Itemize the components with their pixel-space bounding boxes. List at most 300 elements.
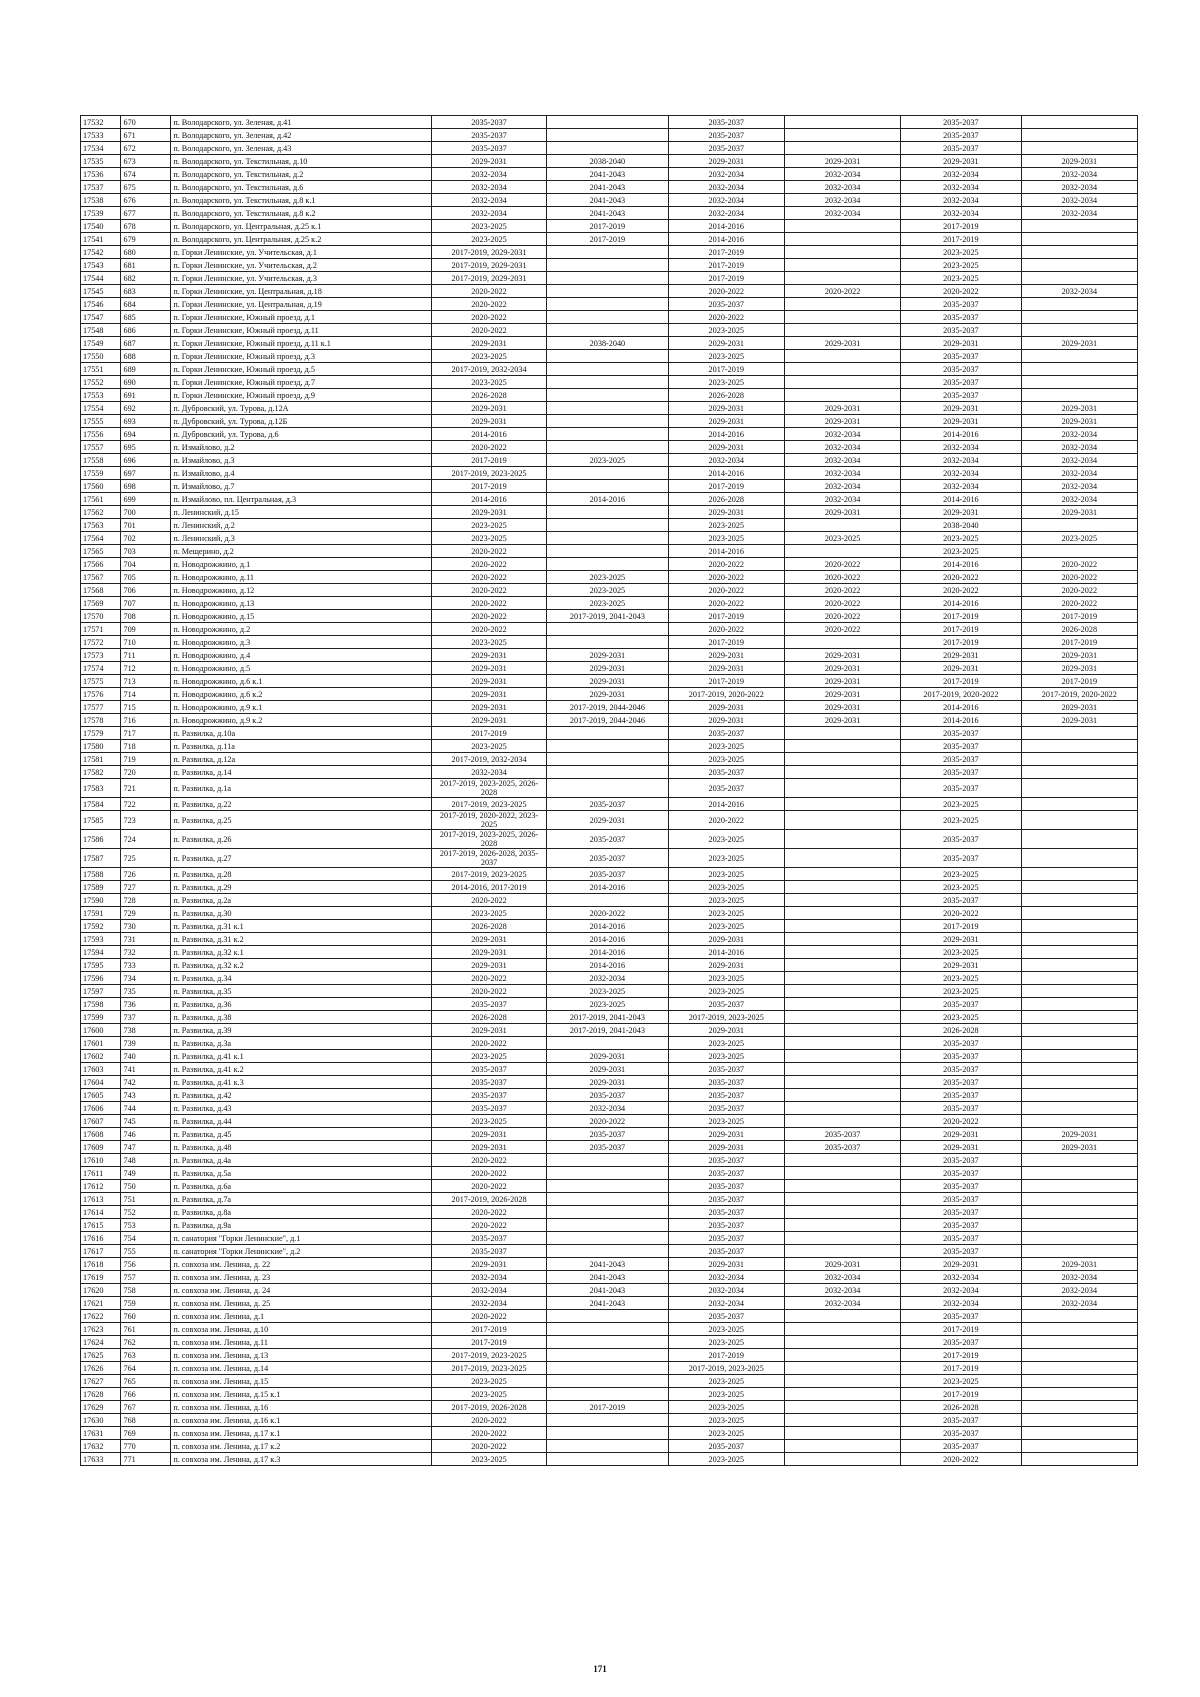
period-col-6 xyxy=(1021,1063,1137,1076)
period-col-5: 2035-2037 xyxy=(901,1232,1021,1245)
period-col-2 xyxy=(547,428,668,441)
period-col-2: 2035-2037 xyxy=(547,830,668,849)
table-row xyxy=(81,894,1138,907)
period-col-6 xyxy=(1021,1336,1137,1349)
item-number-cell: 762 xyxy=(121,1336,171,1349)
table-row xyxy=(81,1349,1138,1362)
period-col-3: 2029-2031 xyxy=(668,1258,784,1271)
period-col-5: 2035-2037 xyxy=(901,1206,1021,1219)
table-row xyxy=(81,1427,1138,1440)
table-row xyxy=(81,1245,1138,1258)
table-row xyxy=(81,142,1138,155)
period-col-3: 2029-2031 xyxy=(668,649,784,662)
period-col-3: 2017-2019 xyxy=(668,246,784,259)
record-id-cell: 17585 xyxy=(81,811,121,830)
record-id-cell: 17575 xyxy=(81,675,121,688)
record-id-cell: 17622 xyxy=(81,1310,121,1323)
period-col-6 xyxy=(1021,1362,1137,1375)
record-id-cell: 17536 xyxy=(81,168,121,181)
table-row xyxy=(81,1167,1138,1180)
item-number-cell: 670 xyxy=(121,116,171,129)
record-id-cell: 17601 xyxy=(81,1037,121,1050)
address-cell: п. Развилка, д.4а xyxy=(171,1154,432,1167)
period-col-3: 2014-2016 xyxy=(668,233,784,246)
address-cell: п. Развилка, д.14 xyxy=(171,766,432,779)
period-col-2: 2029-2031 xyxy=(547,811,668,830)
table-row xyxy=(81,324,1138,337)
record-id-cell: 17555 xyxy=(81,415,121,428)
item-number-cell: 763 xyxy=(121,1349,171,1362)
period-col-5: 2032-2034 xyxy=(901,480,1021,493)
period-col-5: 2035-2037 xyxy=(901,1336,1021,1349)
item-number-cell: 761 xyxy=(121,1323,171,1336)
period-col-5: 2035-2037 xyxy=(901,1050,1021,1063)
item-number-cell: 743 xyxy=(121,1089,171,1102)
period-col-2 xyxy=(547,740,668,753)
record-id-cell: 17544 xyxy=(81,272,121,285)
record-id-cell: 17582 xyxy=(81,766,121,779)
period-col-4 xyxy=(784,220,900,233)
period-col-3: 2029-2031 xyxy=(668,959,784,972)
record-id-cell: 17626 xyxy=(81,1362,121,1375)
period-col-5: 2035-2037 xyxy=(901,849,1021,868)
period-col-1: 2017-2019 xyxy=(431,1323,546,1336)
period-col-6 xyxy=(1021,220,1137,233)
period-col-3: 2017-2019 xyxy=(668,480,784,493)
record-id-cell: 17611 xyxy=(81,1167,121,1180)
period-col-6 xyxy=(1021,389,1137,402)
address-cell: п. Развилка, д.35 xyxy=(171,985,432,998)
period-col-1: 2020-2022 xyxy=(431,894,546,907)
period-col-4: 2032-2034 xyxy=(784,1297,900,1310)
period-col-2: 2029-2031 xyxy=(547,649,668,662)
table-row xyxy=(81,675,1138,688)
period-col-6 xyxy=(1021,233,1137,246)
period-col-5: 2035-2037 xyxy=(901,1089,1021,1102)
period-col-1: 2020-2022 xyxy=(431,571,546,584)
period-col-2 xyxy=(547,727,668,740)
period-col-5: 2017-2019 xyxy=(901,1388,1021,1401)
period-col-4: 2029-2031 xyxy=(784,714,900,727)
period-col-5: 2017-2019 xyxy=(901,675,1021,688)
record-id-cell: 17581 xyxy=(81,753,121,766)
record-id-cell: 17609 xyxy=(81,1141,121,1154)
record-id-cell: 17590 xyxy=(81,894,121,907)
period-col-1: 2020-2022 xyxy=(431,545,546,558)
period-col-3: 2014-2016 xyxy=(668,798,784,811)
period-col-2 xyxy=(547,272,668,285)
period-col-5: 2035-2037 xyxy=(901,830,1021,849)
period-col-1: 2032-2034 xyxy=(431,1297,546,1310)
period-col-3: 2023-2025 xyxy=(668,985,784,998)
address-cell: п. Развилка, д.3а xyxy=(171,1037,432,1050)
table-row xyxy=(81,1271,1138,1284)
period-col-2: 2035-2037 xyxy=(547,798,668,811)
period-col-6 xyxy=(1021,1349,1137,1362)
period-col-6: 2032-2034 xyxy=(1021,467,1137,480)
table-row xyxy=(81,272,1138,285)
period-col-2 xyxy=(547,766,668,779)
item-number-cell: 744 xyxy=(121,1102,171,1115)
period-col-6: 2029-2031 xyxy=(1021,1141,1137,1154)
period-col-2 xyxy=(547,298,668,311)
record-id-cell: 17610 xyxy=(81,1154,121,1167)
table-row xyxy=(81,1076,1138,1089)
period-col-5: 2023-2025 xyxy=(901,545,1021,558)
period-col-3: 2029-2031 xyxy=(668,662,784,675)
period-col-3: 2023-2025 xyxy=(668,894,784,907)
period-col-2 xyxy=(547,1154,668,1167)
table-row xyxy=(81,779,1138,798)
period-col-1: 2017-2019, 2023-2025 xyxy=(431,798,546,811)
address-cell: п. Горки Ленинские, Южный проезд, д.11 xyxy=(171,324,432,337)
record-id-cell: 17624 xyxy=(81,1336,121,1349)
period-col-1: 2035-2037 xyxy=(431,129,546,142)
table-row xyxy=(81,1375,1138,1388)
period-col-1: 2029-2031 xyxy=(431,946,546,959)
period-col-6: 2029-2031 xyxy=(1021,714,1137,727)
address-cell: п. Ленинский, д.3 xyxy=(171,532,432,545)
period-col-2 xyxy=(547,311,668,324)
period-col-6 xyxy=(1021,1037,1137,1050)
item-number-cell: 687 xyxy=(121,337,171,350)
period-col-3: 2023-2025 xyxy=(668,868,784,881)
item-number-cell: 717 xyxy=(121,727,171,740)
item-number-cell: 757 xyxy=(121,1271,171,1284)
period-col-2 xyxy=(547,467,668,480)
period-col-4: 2032-2034 xyxy=(784,181,900,194)
period-col-4: 2035-2037 xyxy=(784,1141,900,1154)
period-col-2: 2017-2019 xyxy=(547,1401,668,1414)
record-id-cell: 17557 xyxy=(81,441,121,454)
period-col-5: 2023-2025 xyxy=(901,868,1021,881)
period-col-6: 2032-2034 xyxy=(1021,194,1137,207)
table-body xyxy=(81,116,1138,1466)
period-col-4 xyxy=(784,1115,900,1128)
period-col-1: 2023-2025 xyxy=(431,1050,546,1063)
period-col-2 xyxy=(547,129,668,142)
period-col-5: 2017-2019 xyxy=(901,610,1021,623)
period-col-5: 2017-2019 xyxy=(901,1362,1021,1375)
table-row xyxy=(81,1089,1138,1102)
period-col-3: 2023-2025 xyxy=(668,324,784,337)
period-col-5: 2032-2034 xyxy=(901,181,1021,194)
address-cell: п. Новодрожжино, д.6 к.1 xyxy=(171,675,432,688)
record-id-cell: 17612 xyxy=(81,1180,121,1193)
period-col-5: 2026-2028 xyxy=(901,1401,1021,1414)
address-cell: п. Горки Ленинские, ул. Учительская, д.1 xyxy=(171,246,432,259)
record-id-cell: 17583 xyxy=(81,779,121,798)
item-number-cell: 709 xyxy=(121,623,171,636)
period-col-6: 2020-2022 xyxy=(1021,558,1137,571)
item-number-cell: 690 xyxy=(121,376,171,389)
period-col-3: 2035-2037 xyxy=(668,1310,784,1323)
period-col-1: 2029-2031 xyxy=(431,415,546,428)
period-col-4: 2029-2031 xyxy=(784,701,900,714)
period-col-6 xyxy=(1021,779,1137,798)
period-col-2: 2035-2037 xyxy=(547,868,668,881)
period-col-6: 2032-2034 xyxy=(1021,428,1137,441)
period-col-4 xyxy=(784,1427,900,1440)
item-number-cell: 692 xyxy=(121,402,171,415)
period-col-3: 2020-2022 xyxy=(668,811,784,830)
table-row xyxy=(81,798,1138,811)
item-number-cell: 724 xyxy=(121,830,171,849)
period-col-5: 2032-2034 xyxy=(901,1284,1021,1297)
table-row xyxy=(81,1362,1138,1375)
period-col-3: 2035-2037 xyxy=(668,1232,784,1245)
period-col-5: 2029-2031 xyxy=(901,155,1021,168)
period-col-2 xyxy=(547,1245,668,1258)
period-col-6: 2029-2031 xyxy=(1021,155,1137,168)
period-col-6 xyxy=(1021,1180,1137,1193)
period-col-4 xyxy=(784,894,900,907)
period-col-4 xyxy=(784,233,900,246)
period-col-2: 2035-2037 xyxy=(547,1089,668,1102)
table-row xyxy=(81,623,1138,636)
item-number-cell: 745 xyxy=(121,1115,171,1128)
period-col-4: 2029-2031 xyxy=(784,649,900,662)
period-col-2: 2017-2019, 2041-2043 xyxy=(547,1011,668,1024)
address-cell: п. Измайлово, пл. Центральная, д.3 xyxy=(171,493,432,506)
period-col-4 xyxy=(784,1388,900,1401)
period-col-4 xyxy=(784,142,900,155)
period-col-5: 2032-2034 xyxy=(901,168,1021,181)
period-col-1: 2017-2019 xyxy=(431,454,546,467)
period-col-4 xyxy=(784,1180,900,1193)
record-id-cell: 17551 xyxy=(81,363,121,376)
period-col-3: 2029-2031 xyxy=(668,1141,784,1154)
period-col-1: 2017-2019, 2023-2025 xyxy=(431,868,546,881)
period-col-6 xyxy=(1021,766,1137,779)
period-col-6 xyxy=(1021,545,1137,558)
record-id-cell: 17556 xyxy=(81,428,121,441)
period-col-4: 2032-2034 xyxy=(784,207,900,220)
period-col-4: 2020-2022 xyxy=(784,571,900,584)
period-col-4 xyxy=(784,636,900,649)
period-col-4 xyxy=(784,519,900,532)
period-col-4: 2020-2022 xyxy=(784,285,900,298)
period-col-6 xyxy=(1021,907,1137,920)
record-id-cell: 17545 xyxy=(81,285,121,298)
table-row xyxy=(81,233,1138,246)
record-id-cell: 17578 xyxy=(81,714,121,727)
address-cell: п. Развилка, д.31 к.1 xyxy=(171,920,432,933)
period-col-6 xyxy=(1021,1440,1137,1453)
period-col-4 xyxy=(784,116,900,129)
period-col-4: 2032-2034 xyxy=(784,1271,900,1284)
period-col-1: 2029-2031 xyxy=(431,1141,546,1154)
period-col-1: 2026-2028 xyxy=(431,920,546,933)
record-id-cell: 17592 xyxy=(81,920,121,933)
period-col-3: 2017-2019 xyxy=(668,1349,784,1362)
record-id-cell: 17532 xyxy=(81,116,121,129)
record-id-cell: 17562 xyxy=(81,506,121,519)
item-number-cell: 677 xyxy=(121,207,171,220)
period-col-6: 2020-2022 xyxy=(1021,597,1137,610)
period-col-6 xyxy=(1021,1375,1137,1388)
period-col-1: 2023-2025 xyxy=(431,532,546,545)
item-number-cell: 769 xyxy=(121,1427,171,1440)
item-number-cell: 726 xyxy=(121,868,171,881)
item-number-cell: 704 xyxy=(121,558,171,571)
record-id-cell: 17613 xyxy=(81,1193,121,1206)
item-number-cell: 742 xyxy=(121,1076,171,1089)
period-col-5: 2032-2034 xyxy=(901,1297,1021,1310)
period-col-6 xyxy=(1021,1427,1137,1440)
item-number-cell: 708 xyxy=(121,610,171,623)
period-col-3: 2014-2016 xyxy=(668,428,784,441)
period-col-1: 2020-2022 xyxy=(431,441,546,454)
period-col-4 xyxy=(784,1336,900,1349)
period-col-4: 2032-2034 xyxy=(784,454,900,467)
period-col-5: 2029-2031 xyxy=(901,959,1021,972)
period-col-5: 2023-2025 xyxy=(901,1375,1021,1388)
period-col-3: 2017-2019, 2020-2022 xyxy=(668,688,784,701)
period-col-3: 2032-2034 xyxy=(668,1271,784,1284)
address-cell: п. Володарского, ул. Текстильная, д.8 к.2 xyxy=(171,207,432,220)
address-cell: п. Развилка, д.28 xyxy=(171,868,432,881)
period-col-6 xyxy=(1021,1011,1137,1024)
period-col-6: 2029-2031 xyxy=(1021,402,1137,415)
table-row xyxy=(81,363,1138,376)
table-row xyxy=(81,907,1138,920)
item-number-cell: 729 xyxy=(121,907,171,920)
record-id-cell: 17564 xyxy=(81,532,121,545)
table-row xyxy=(81,1115,1138,1128)
period-col-4: 2029-2031 xyxy=(784,402,900,415)
period-col-1: 2029-2031 xyxy=(431,688,546,701)
table-row xyxy=(81,811,1138,830)
period-col-6: 2032-2034 xyxy=(1021,1271,1137,1284)
address-cell: п. Дубровский, ул. Турова, д.12А xyxy=(171,402,432,415)
period-col-4 xyxy=(784,1154,900,1167)
record-id-cell: 17573 xyxy=(81,649,121,662)
period-col-3: 2029-2031 xyxy=(668,714,784,727)
period-col-2 xyxy=(547,1336,668,1349)
address-cell: п. совхоза им. Ленина, д.17 к.3 xyxy=(171,1453,432,1466)
period-col-2: 2017-2019 xyxy=(547,233,668,246)
address-cell: п. Развилка, д.44 xyxy=(171,1115,432,1128)
address-cell: п. Володарского, ул. Текстильная, д.6 xyxy=(171,181,432,194)
period-col-2 xyxy=(547,1206,668,1219)
period-col-5: 2038-2040 xyxy=(901,519,1021,532)
item-number-cell: 721 xyxy=(121,779,171,798)
record-id-cell: 17607 xyxy=(81,1115,121,1128)
period-col-2 xyxy=(547,324,668,337)
item-number-cell: 768 xyxy=(121,1414,171,1427)
period-col-5: 2020-2022 xyxy=(901,907,1021,920)
period-col-2 xyxy=(547,1037,668,1050)
period-col-6 xyxy=(1021,830,1137,849)
address-cell: п. совхоза им. Ленина, д.1 xyxy=(171,1310,432,1323)
period-col-4 xyxy=(784,907,900,920)
period-col-3: 2032-2034 xyxy=(668,207,784,220)
period-col-2 xyxy=(547,389,668,402)
period-col-5: 2029-2031 xyxy=(901,337,1021,350)
period-col-5: 2035-2037 xyxy=(901,298,1021,311)
table-row xyxy=(81,714,1138,727)
period-col-1: 2032-2034 xyxy=(431,1284,546,1297)
period-col-6 xyxy=(1021,1089,1137,1102)
address-cell: п. Новодрожжино, д.12 xyxy=(171,584,432,597)
period-col-3: 2023-2025 xyxy=(668,972,784,985)
period-col-3: 2032-2034 xyxy=(668,168,784,181)
table-row xyxy=(81,972,1138,985)
record-id-cell: 17595 xyxy=(81,959,121,972)
period-col-1: 2035-2037 xyxy=(431,142,546,155)
period-col-3: 2035-2037 xyxy=(668,142,784,155)
table-row xyxy=(81,1011,1138,1024)
item-number-cell: 703 xyxy=(121,545,171,558)
record-id-cell: 17604 xyxy=(81,1076,121,1089)
period-col-3: 2023-2025 xyxy=(668,1037,784,1050)
table-row xyxy=(81,727,1138,740)
item-number-cell: 722 xyxy=(121,798,171,811)
item-number-cell: 686 xyxy=(121,324,171,337)
item-number-cell: 680 xyxy=(121,246,171,259)
period-col-6: 2029-2031 xyxy=(1021,337,1137,350)
period-col-4 xyxy=(784,1323,900,1336)
record-id-cell: 17561 xyxy=(81,493,121,506)
record-id-cell: 17629 xyxy=(81,1401,121,1414)
period-col-4 xyxy=(784,1050,900,1063)
period-col-3: 2017-2019 xyxy=(668,363,784,376)
period-col-1: 2017-2019, 2032-2034 xyxy=(431,363,546,376)
period-col-4 xyxy=(784,376,900,389)
table-row xyxy=(81,350,1138,363)
table-row xyxy=(81,1310,1138,1323)
period-col-3: 2035-2037 xyxy=(668,1180,784,1193)
table-row xyxy=(81,519,1138,532)
period-col-3: 2035-2037 xyxy=(668,1219,784,1232)
period-col-2 xyxy=(547,779,668,798)
record-id-cell: 17588 xyxy=(81,868,121,881)
period-col-3: 2023-2025 xyxy=(668,1115,784,1128)
period-col-5: 2035-2037 xyxy=(901,894,1021,907)
address-cell: п. Новодрожжино, д.9 к.2 xyxy=(171,714,432,727)
period-col-5: 2035-2037 xyxy=(901,1193,1021,1206)
schedule-table xyxy=(80,115,1138,1466)
period-col-5: 2029-2031 xyxy=(901,415,1021,428)
item-number-cell: 734 xyxy=(121,972,171,985)
period-col-3: 2032-2034 xyxy=(668,194,784,207)
period-col-1: 2020-2022 xyxy=(431,1167,546,1180)
period-col-1: 2023-2025 xyxy=(431,1115,546,1128)
address-cell: п. Развилка, д.5а xyxy=(171,1167,432,1180)
period-col-1: 2020-2022 xyxy=(431,597,546,610)
address-cell: п. Ленинский, д.2 xyxy=(171,519,432,532)
period-col-1: 2023-2025 xyxy=(431,1375,546,1388)
period-col-2: 2017-2019 xyxy=(547,220,668,233)
period-col-1: 2029-2031 xyxy=(431,506,546,519)
period-col-1: 2029-2031 xyxy=(431,337,546,350)
period-col-5: 2035-2037 xyxy=(901,311,1021,324)
period-col-6: 2029-2031 xyxy=(1021,415,1137,428)
period-col-6 xyxy=(1021,311,1137,324)
item-number-cell: 770 xyxy=(121,1440,171,1453)
period-col-6 xyxy=(1021,376,1137,389)
period-col-5: 2023-2025 xyxy=(901,259,1021,272)
period-col-3: 2017-2019, 2023-2025 xyxy=(668,1362,784,1375)
table-row xyxy=(81,1258,1138,1271)
table-row xyxy=(81,1219,1138,1232)
period-col-2: 2029-2031 xyxy=(547,675,668,688)
period-col-2 xyxy=(547,1323,668,1336)
record-id-cell: 17598 xyxy=(81,998,121,1011)
period-col-1: 2023-2025 xyxy=(431,233,546,246)
record-id-cell: 17548 xyxy=(81,324,121,337)
